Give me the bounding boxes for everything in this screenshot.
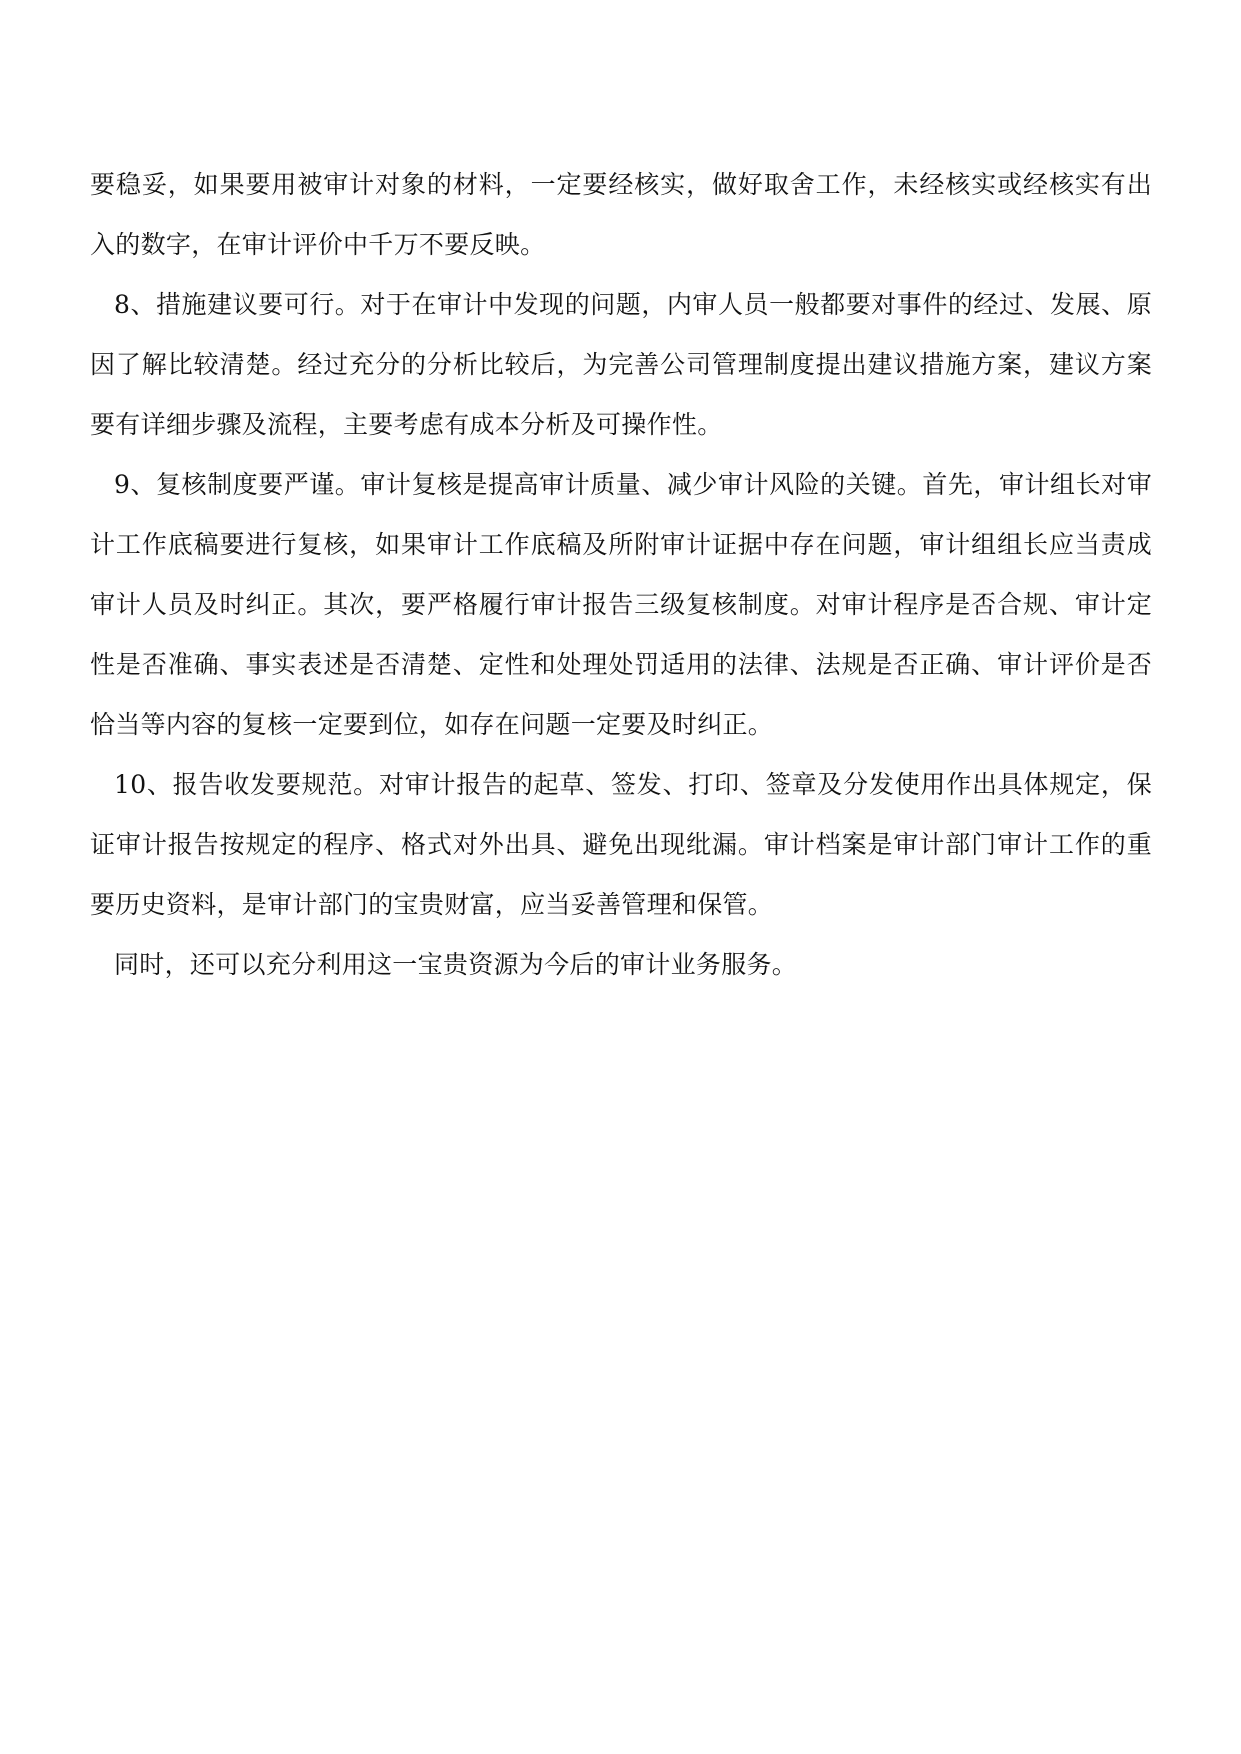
paragraph-continued: 要稳妥，如果要用被审计对象的材料，一定要经核实，做好取舍工作，未经核实或经核实有出入的数字，在审计评价中千万不要反映。 (90, 170, 1152, 259)
paragraph-item-10: 10、报告收发要规范。对审计报告的起草、签发、打印、签章及分发使用作出具体规定，保证审计报告按规定的程序、格式对外出具、避免出现纰漏。审计档案是审计部门审计工作的重要历史资料，是审计部门的宝贵财富，应当妥善管理和保管。 (90, 770, 1152, 919)
paragraph-closing: 同时，还可以充分利用这一宝贵资源为今后的审计业务服务。 (114, 950, 798, 979)
document-body (90, 155, 1152, 995)
paragraph-item-8: 8、措施建议要可行。对于在审计中发现的问题，内审人员一般都要对事件的经过、发展、原因了解比较清楚。经过充分的分析比较后，为完善公司管理制度提出建议措施方案，建议方案要有详细步骤及流程，主要考虑有成本分析及可操作性。 (90, 290, 1152, 439)
paragraph-item-9: 9、复核制度要严谨。审计复核是提高审计质量、减少审计风险的关键。首先，审计组长对审计工作底稿要进行复核，如果审计工作底稿及所附审计证据中存在问题，审计组组长应当责成审计人员及时纠正。其次，要严格履行审计报告三级复核制度。对审计程序是否合规、审计定性是否准确、事实表述是否清楚、定性和处理处罚适用的法律、法规是否正确、审计评价是否恰当等内容的复核一定要到位，如存在问题一定要及时纠正。 (90, 470, 1152, 739)
